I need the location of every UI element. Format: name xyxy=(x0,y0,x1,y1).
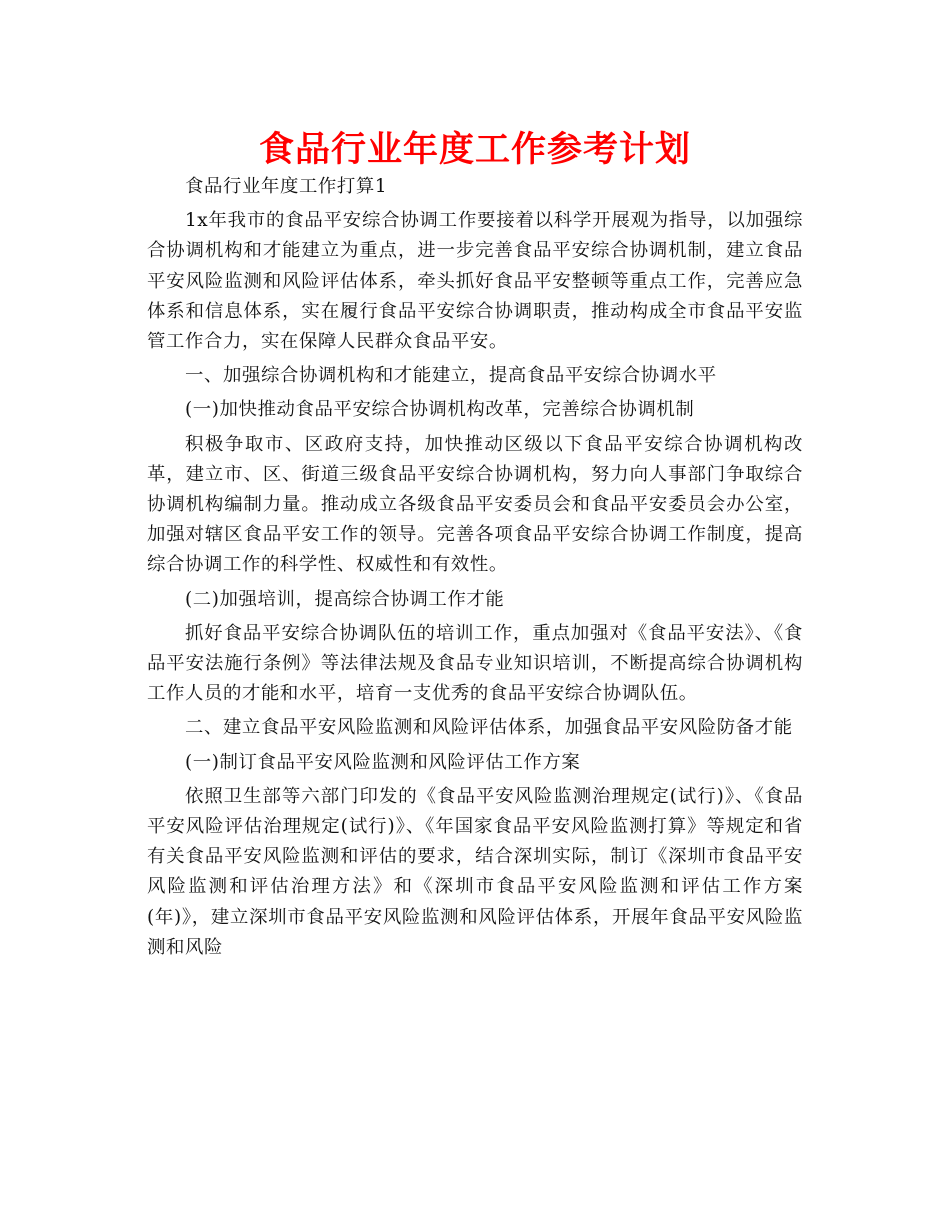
document-title: 食品行业年度工作参考计划 xyxy=(258,130,691,170)
subsection-heading: (二)加强培训，提高综合协调工作才能 xyxy=(185,588,505,610)
subsection-heading: (一)加快推动食品平安综合协调机构改革，完善综合协调机制 xyxy=(185,399,695,421)
section-heading: 一、加强综合协调机构和才能建立，提高食品平安综合协调水平 xyxy=(185,365,717,387)
document-body xyxy=(147,172,803,967)
paragraph: 抓好食品平安综合协调队伍的培训工作，重点加强对《食品平安法》、《食品平安法施行条例》等法律法规及食品专业知识培训，不断提高综合协调机构工作人员的才能和水平，培育一支优秀的食品平安综合协调队伍。 xyxy=(147,622,803,705)
subsection-heading: (一)制订食品平安风险监测和风险评估工作方案 xyxy=(185,751,581,773)
paragraph: 1x年我市的食品平安综合协调工作要接着以科学开展观为指导，以加强综合协调机构和才能建立为重点，进一步完善食品平安综合协调机制，建立食品平安风险监测和风险评估体系，牵头抓好食品平安整顿等重点工作，完善应急体系和信息体系，实在履行食品平安综合协调职责，推动构成全市食品平安监管工作合力，实在保障人民群众食品平安。 xyxy=(147,210,803,353)
paragraph: 积极争取市、区政府支持，加快推动区级以下食品平安综合协调机构改革，建立市、区、街道三级食品平安综合协调机构，努力向人事部门争取综合协调机构编制力量。推动成立各级食品平安委员会和食品平安委员会办公室，加强对辖区食品平安工作的领导。完善各项食品平安综合协调工作制度，提高综合协调工作的科学性、权威性和有效性。 xyxy=(147,433,803,576)
section-heading: 二、建立食品平安风险监测和风险评估体系，加强食品平安风险防备才能 xyxy=(185,717,793,739)
paragraph: 依照卫生部等六部门印发的《食品平安风险监测治理规定(试行)》、《食品平安风险评估治理规定(试行)》、《年国家食品平安风险监测打算》等规定和省有关食品平安风险监测和评估的要求，结合深圳实际，制订《深圳市食品平安风险监测和评估治理方法》和《深圳市食品平安风险监测和评估工作方案(年)》，建立深圳市食品平安风险监测和风险评估体系，开展年食品平安风险监测和风险 xyxy=(147,785,803,958)
paragraph-subtitle: 食品行业年度工作打算1 xyxy=(185,176,388,197)
